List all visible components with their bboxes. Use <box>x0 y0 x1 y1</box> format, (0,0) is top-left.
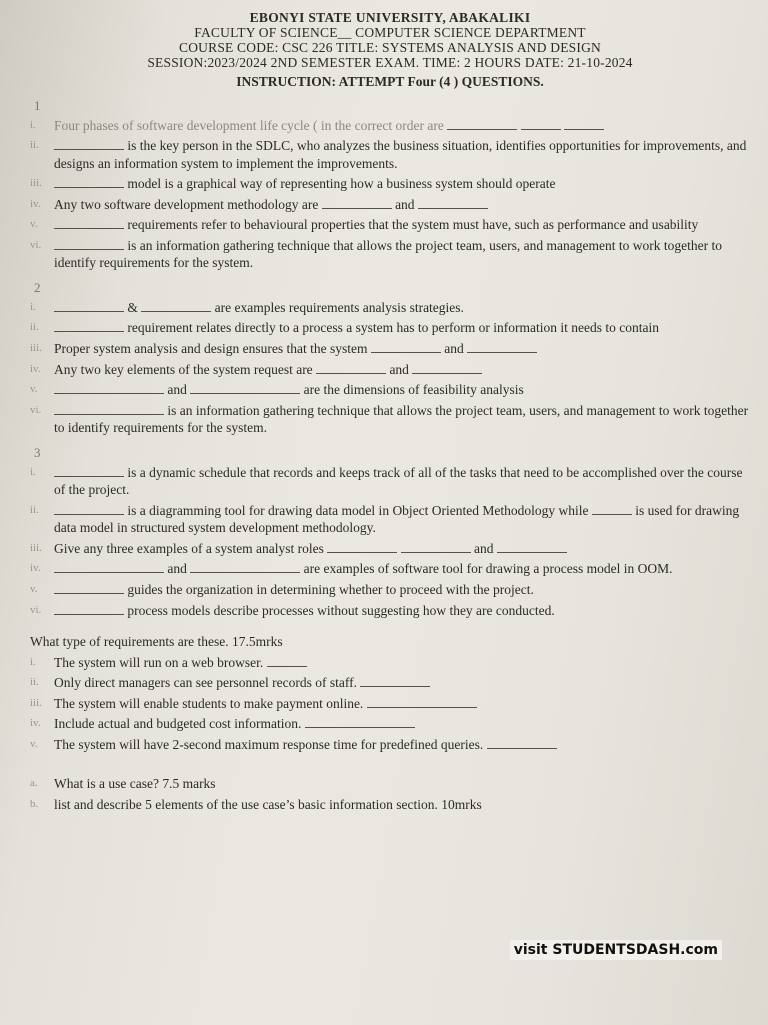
answer-blank <box>54 464 124 477</box>
answer-blank <box>141 299 211 312</box>
q3-item-5-text: guides the organization in determining whether to proceed with the project. <box>127 582 534 598</box>
q1-item-2-roman: ii. <box>30 139 39 152</box>
q2-item-2-roman: ii. <box>30 321 39 334</box>
q3-item-3 <box>30 540 750 558</box>
q1-item-4 <box>30 196 750 214</box>
q4-item-1-text: The system will run on a web browser. <box>54 654 264 670</box>
q1-item-2-text: is the key person in the SDLC, who analyzes the business situation, identifies opportunities for improvements, and designs an information system to implement the improvements. <box>54 138 747 171</box>
answer-blank <box>54 560 164 573</box>
answer-blank <box>54 175 124 188</box>
q2-item-5-roman: v. <box>30 383 38 396</box>
q3-item-2-tail: is used for drawing data model in structured system development methodology. <box>54 502 740 536</box>
q2-item-2-text: requirement relates directly to a process a system has to perform or information it needs to contain <box>127 320 659 336</box>
q5-item-a <box>30 775 750 793</box>
q2-item-2 <box>30 319 750 337</box>
q3-item-6-text: process models describe processes without suggesting how they are conducted. <box>127 602 555 618</box>
answer-blank <box>418 196 488 209</box>
q4-item-4-text: Include actual and budgeted cost information. <box>54 716 302 732</box>
answer-blank <box>564 117 604 130</box>
q1-item-6 <box>30 237 750 272</box>
course-line: COURSE CODE: CSC 226 TITLE: SYSTEMS ANALYSIS AND DESIGN <box>179 40 601 56</box>
answer-blank <box>367 695 477 708</box>
answer-blank <box>54 319 124 332</box>
q3-item-1-roman: i. <box>30 465 36 478</box>
q5-item-a-text: What is a use case? 7.5 marks <box>54 776 216 792</box>
q2-item-5 <box>30 381 750 399</box>
q3-item-5-roman: v. <box>30 583 38 596</box>
q2-item-6-roman: vi. <box>30 403 42 416</box>
q2-item-1-text: are examples requirements analysis strategies. <box>214 299 464 315</box>
q3-item-6 <box>30 602 750 620</box>
q2-item-3-text: Proper system analysis and design ensures that the system <box>54 341 368 357</box>
q1-item-4-roman: iv. <box>30 197 41 210</box>
answer-blank <box>592 502 632 515</box>
q3-item-1-text: is a dynamic schedule that records and keeps track of all of the tasks that need to be accomplished over the course of the project. <box>54 464 743 498</box>
q2-item-3-and: and <box>444 341 464 357</box>
q5-item-b-letter: b. <box>30 797 39 810</box>
instruction-line: INSTRUCTION: ATTEMPT Four (4 ) QUESTIONS. <box>236 74 544 90</box>
q2-item-5-and: and <box>167 382 187 398</box>
answer-blank <box>54 299 124 312</box>
q4-item-2-text: Only direct managers can see personnel records of staff. <box>54 675 358 691</box>
q4-item-5-roman: v. <box>30 737 38 750</box>
q5-item-a-letter: a. <box>30 777 38 790</box>
answer-blank <box>54 137 124 150</box>
q3-item-3-roman: iii. <box>30 541 42 554</box>
answer-blank <box>190 560 300 573</box>
answer-blank <box>322 196 392 209</box>
q2-item-3-roman: iii. <box>30 342 42 355</box>
q3-item-3-and: and <box>474 540 494 556</box>
q3-item-2 <box>30 502 750 537</box>
answer-blank <box>54 502 124 515</box>
q1-item-5 <box>30 216 750 234</box>
q3-item-5 <box>30 581 750 599</box>
watermark-text: visit STUDENTSDASH.com <box>510 940 722 960</box>
q4-item-1-roman: i. <box>30 655 36 668</box>
q4-heading <box>30 633 750 651</box>
answer-blank <box>54 237 124 250</box>
q1-item-3 <box>30 175 750 193</box>
q2-item-5-text: are the dimensions of feasibility analysis <box>303 382 524 398</box>
question-2-number: 2 <box>34 279 41 295</box>
q2-item-4-text: Any two key elements of the system request are <box>54 361 313 377</box>
q2-item-3 <box>30 340 750 358</box>
q1-item-1 <box>30 117 750 135</box>
q4-item-4-roman: iv. <box>30 717 41 730</box>
session-line: SESSION:2023/2024 2ND SEMESTER EXAM. TIME: 2 HOURS DATE: 21-10-2024 <box>147 55 633 71</box>
q4-item-3-roman: iii. <box>30 696 42 709</box>
q3-item-6-roman: vi. <box>30 603 42 616</box>
q3-item-2-text: is a diagramming tool for drawing data model in Object Oriented Methodology while <box>127 502 589 518</box>
answer-blank <box>54 216 124 229</box>
q1-item-6-text: is an information gathering technique that allows the project team, users, and management to work together to identify requirements for the system. <box>54 237 722 271</box>
q4-item-3-text: The system will enable students to make payment online. <box>54 695 364 711</box>
q1-item-6-roman: vi. <box>30 238 42 251</box>
exam-header <box>30 10 750 90</box>
answer-blank <box>487 736 557 749</box>
q1-item-1-roman: i. <box>30 118 36 131</box>
answer-blank <box>467 340 537 353</box>
answer-blank <box>447 117 517 130</box>
answer-blank <box>190 381 300 394</box>
answer-blank <box>305 715 415 728</box>
q2-item-6-text: is an information gathering technique that allows the project team, users, and management to work together to identify requirements for the system. <box>54 402 749 436</box>
q2-item-6 <box>30 402 750 437</box>
q5-item-b <box>30 796 750 814</box>
q2-item-1 <box>30 299 750 317</box>
q2-item-4 <box>30 361 750 379</box>
q3-item-4-text: are examples of software tool for drawing a process model in OOM. <box>303 561 673 577</box>
q3-item-1 <box>30 464 750 499</box>
q3-item-4-roman: iv. <box>30 562 41 575</box>
q4-item-2 <box>30 674 750 692</box>
q2-item-4-and: and <box>389 361 409 377</box>
q1-item-5-roman: v. <box>30 218 38 231</box>
q5-item-b-text: list and describe 5 elements of the use case’s basic information section. 10mrks <box>54 796 482 812</box>
q3-item-2-roman: ii. <box>30 503 39 516</box>
answer-blank <box>521 117 561 130</box>
answer-blank <box>267 654 307 667</box>
faculty-line: FACULTY OF SCIENCE__ COMPUTER SCIENCE DEPARTMENT <box>194 25 586 41</box>
answer-blank <box>401 540 471 553</box>
answer-blank <box>412 361 482 374</box>
q1-item-5-text: requirements refer to behavioural properties that the system must have, such as performance and usability <box>127 217 699 233</box>
q2-item-1-roman: i. <box>30 300 36 313</box>
q4-item-1 <box>30 654 750 672</box>
answer-blank <box>497 540 567 553</box>
answer-blank <box>54 581 124 594</box>
answer-blank <box>316 361 386 374</box>
q1-item-4-text: Any two software development methodology are <box>54 196 319 212</box>
answer-blank <box>371 340 441 353</box>
q4-item-5 <box>30 736 750 754</box>
q3-item-4 <box>30 560 750 578</box>
q1-item-4-and: and <box>395 196 415 212</box>
answer-blank <box>54 381 164 394</box>
q4-item-5-text: The system will have 2-second maximum response time for predefined queries. <box>54 736 484 752</box>
q1-item-2 <box>30 137 750 172</box>
question-3-number: 3 <box>34 444 41 460</box>
answer-blank <box>327 540 397 553</box>
q4-heading-text: What type of requirements are these. 17.5mrks <box>30 634 283 650</box>
q2-item-4-roman: iv. <box>30 362 41 375</box>
answer-blank <box>54 402 164 415</box>
q1-item-3-text: model is a graphical way of representing how a business system should operate <box>127 176 556 192</box>
q4-item-2-roman: ii. <box>30 676 39 689</box>
question-1-number: 1 <box>34 97 41 113</box>
q1-item-3-roman: iii. <box>30 177 42 190</box>
q4-item-3 <box>30 695 750 713</box>
q3-item-3-text: Give any three examples of a system analyst roles <box>54 540 324 556</box>
answer-blank <box>360 674 430 687</box>
q2-item-1-amp: & <box>127 299 138 315</box>
q1-item-1-text: Four phases of software development life cycle ( in the correct order are <box>54 117 444 133</box>
university-name: EBONYI STATE UNIVERSITY, ABAKALIKI <box>249 10 531 25</box>
q4-item-4 <box>30 715 750 733</box>
q3-item-4-and: and <box>167 561 187 577</box>
answer-blank <box>54 602 124 615</box>
